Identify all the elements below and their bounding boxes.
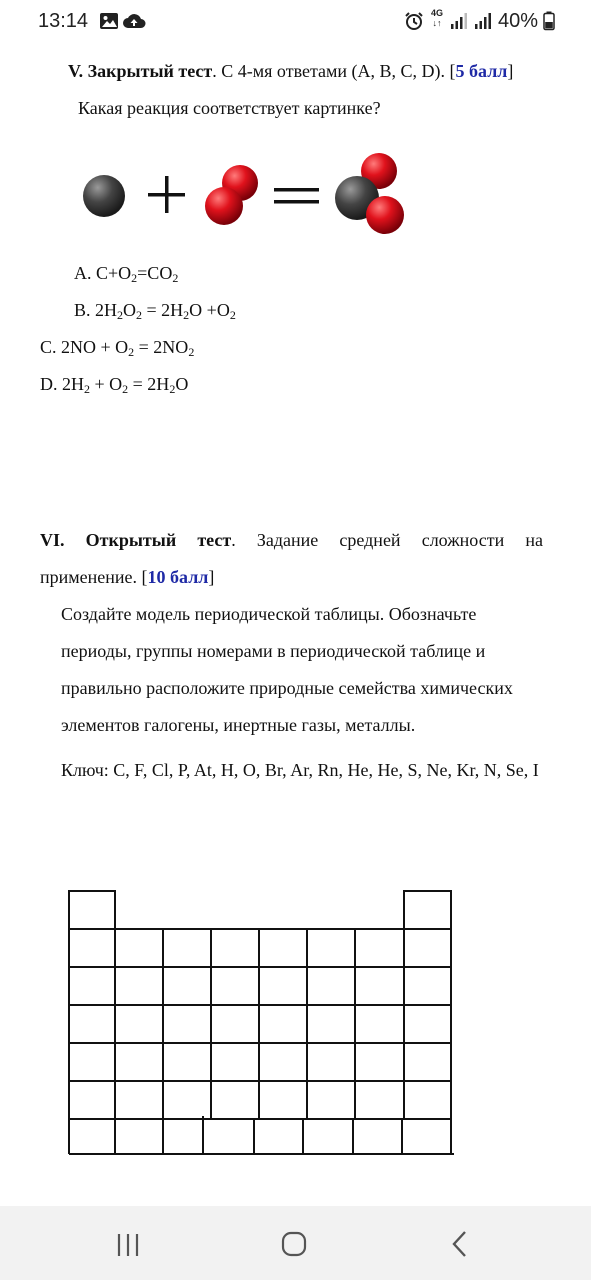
section6-task: Создайте модель периодической таблицы. Обозначьте периоды, группы номерами в периодической таблице и правильно расположите природные семейства химических элементов галогены, инертные газы, металлы. xyxy=(61,604,513,735)
status-bar xyxy=(0,0,591,44)
signal-icon xyxy=(474,11,492,37)
section5-heading: V. Закрытый тест. С 4-мя ответами (A, B, C, D). [5 балл] xyxy=(68,61,514,81)
image-icon xyxy=(99,11,119,37)
section6-heading: VI. Открытый тест. Задание средней сложности на применение. [10 балл] xyxy=(40,530,543,587)
molecules-illustration xyxy=(70,144,420,244)
document-view[interactable] xyxy=(0,44,591,1206)
option-d: D. $2H_2 + O_2 = 2H_2O$ xyxy=(40,374,189,396)
equals-sign xyxy=(274,188,319,204)
periodic-table-grid xyxy=(66,888,458,1158)
battery-percent: 40% xyxy=(498,10,539,32)
recent-apps-icon xyxy=(104,1220,152,1268)
oxygen-atom xyxy=(205,187,243,225)
battery-icon xyxy=(543,11,555,37)
section6-key: Ключ: C, F, Cl, P, At, H, O, Br, Ar, Rn, He, He, S, Ne, Kr, N, Se, I xyxy=(61,760,539,780)
back-button[interactable] xyxy=(436,1220,484,1268)
option-b: B. $2H_2O_2 = 2H_2O +O_2$ xyxy=(74,300,236,322)
carbon-atom xyxy=(83,175,125,217)
back-icon xyxy=(436,1220,484,1268)
status-time: 13:14 xyxy=(38,10,89,32)
signal-icon xyxy=(450,11,468,37)
home-button[interactable] xyxy=(270,1220,318,1268)
network-type: 4G ↓↑ xyxy=(431,8,444,28)
plus-sign xyxy=(148,176,185,213)
home-icon xyxy=(270,1220,318,1268)
option-c: C. $2NO + O_2 = 2NO_2$ xyxy=(40,337,195,359)
oxygen-atom xyxy=(366,196,404,234)
navigation-bar xyxy=(0,1206,591,1280)
alarm-icon xyxy=(404,11,424,37)
recent-apps-button[interactable] xyxy=(104,1220,152,1268)
option-a: A. $C+O_2=CO_2$ xyxy=(74,263,179,285)
section5-question: Какая реакция соответствует картинке? xyxy=(78,98,381,118)
cloud-upload-icon xyxy=(122,11,146,37)
